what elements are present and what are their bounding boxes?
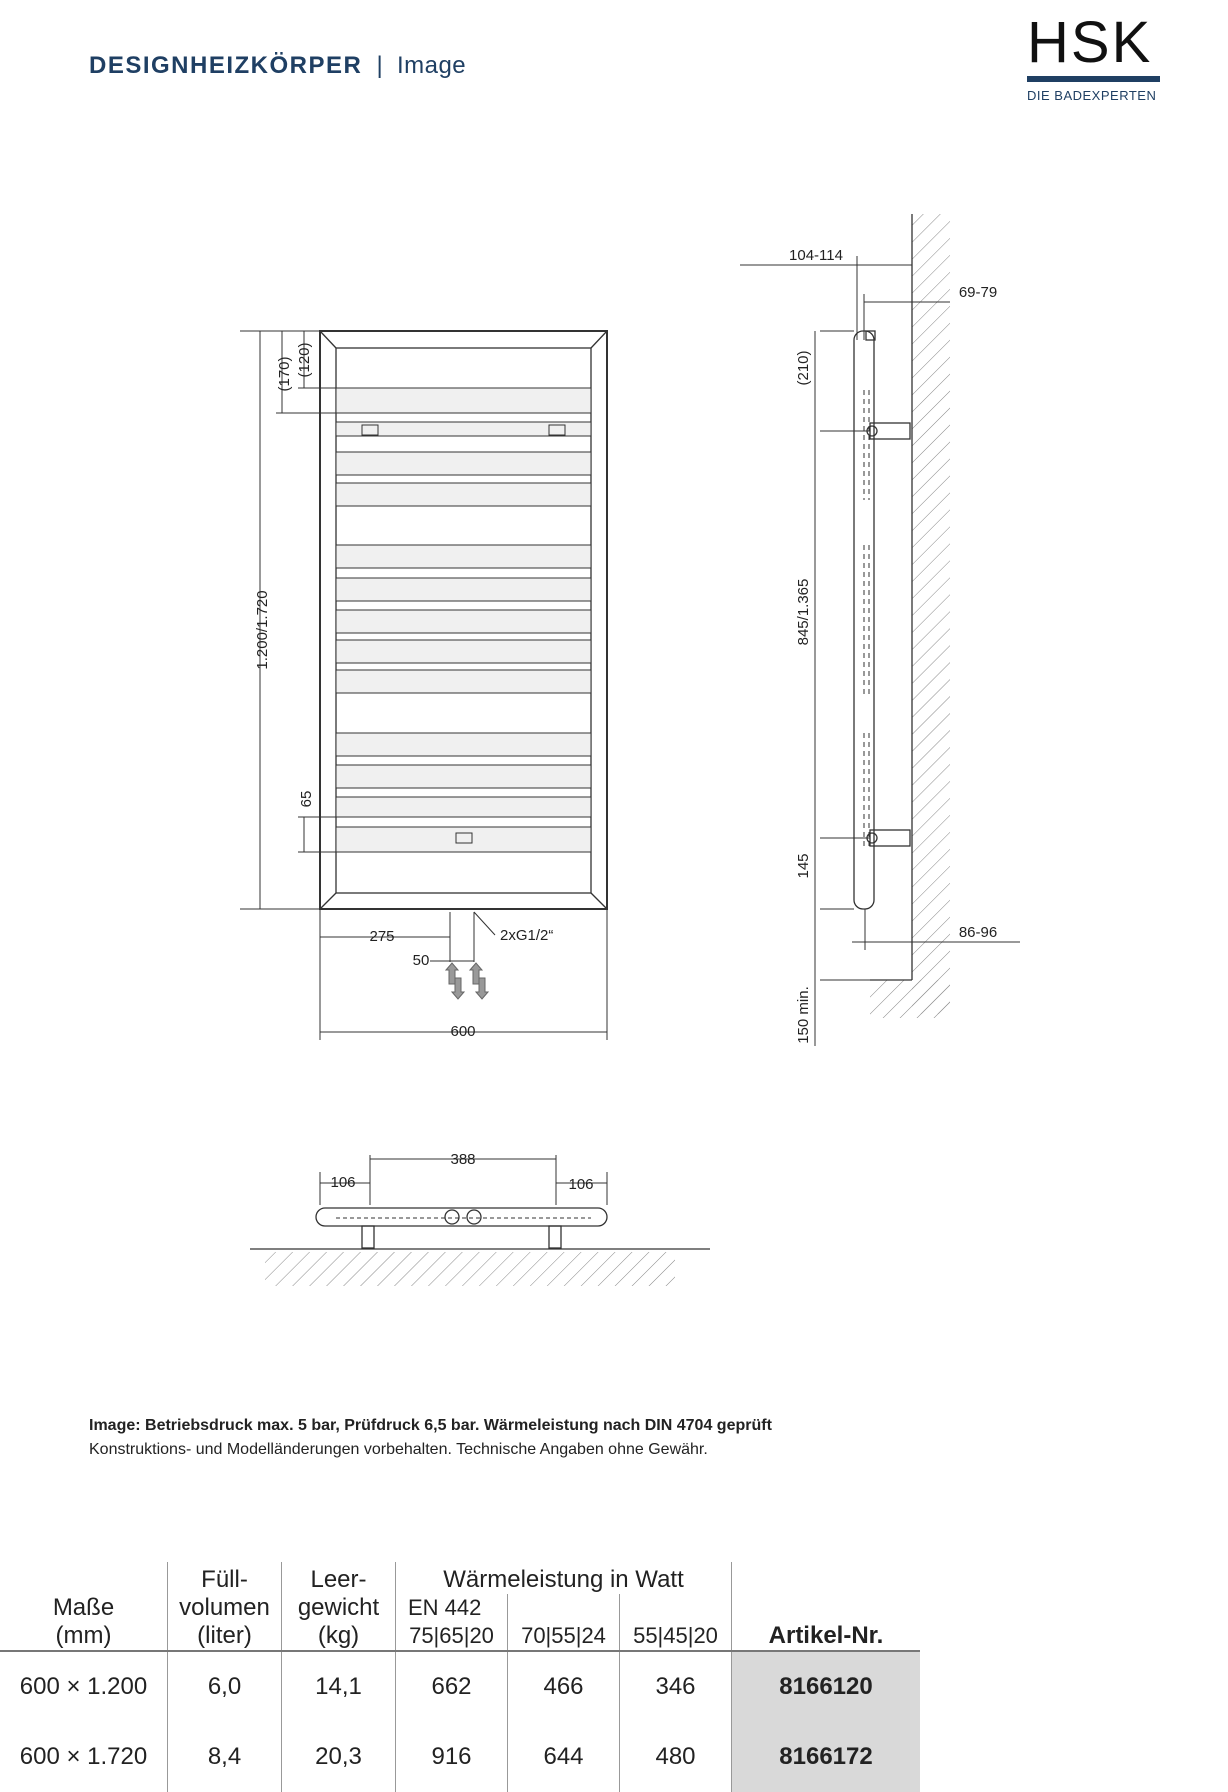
dim-845: 845/1.365 xyxy=(795,578,812,646)
header-t2: 70|55|24 xyxy=(508,1594,620,1651)
table-header-row-1 xyxy=(0,1562,920,1594)
top-view xyxy=(250,1155,710,1286)
header-leer-1: Leer- xyxy=(310,1566,367,1593)
header-fuell-2: volumen xyxy=(179,1594,270,1621)
cell-volumen: 6,0 xyxy=(168,1651,282,1722)
logo-tagline: DIE BADEXPERTEN xyxy=(1027,88,1157,103)
dim-275: 275 xyxy=(369,928,395,945)
cell-artikel: 8166120 xyxy=(732,1651,921,1722)
header-masse xyxy=(0,1562,168,1651)
cell-w2: 644 xyxy=(508,1722,620,1792)
dim-106-right: 106 xyxy=(568,1176,594,1193)
cell-w1: 916 xyxy=(396,1722,508,1792)
cell-volumen: 8,4 xyxy=(168,1722,282,1792)
dim-width: 600 xyxy=(450,1023,476,1040)
table-row xyxy=(0,1722,920,1792)
cell-w1: 662 xyxy=(396,1651,508,1722)
dim-height: 1.200/1.720 xyxy=(254,590,271,670)
dim-69-79: 69-79 xyxy=(958,284,998,301)
header-fuell-1: Füll- xyxy=(201,1566,248,1593)
header-masse-label: Maße xyxy=(52,1594,115,1621)
dim-150-min: 150 min. xyxy=(795,986,812,1044)
title-separator: | xyxy=(376,52,383,79)
cell-gewicht: 14,1 xyxy=(282,1651,396,1722)
header-leer-2: gewicht xyxy=(297,1594,380,1621)
side-view xyxy=(740,214,1020,1046)
header-leergewicht xyxy=(282,1562,396,1651)
table-row xyxy=(0,1651,920,1722)
note-disclaimer: Konstruktions- und Modelländerungen vorbehalten. Technische Angaben ohne Gewähr. xyxy=(89,1441,708,1458)
cell-w2: 466 xyxy=(508,1651,620,1722)
header-artikel: Artikel-Nr. xyxy=(732,1562,921,1651)
header-waermeleistung: Wärmeleistung in Watt xyxy=(396,1562,732,1594)
cell-gewicht: 20,3 xyxy=(282,1722,396,1792)
dim-388: 388 xyxy=(450,1151,476,1168)
side-view-labels xyxy=(789,247,997,1044)
logo-mark: HSK xyxy=(1027,10,1153,75)
cell-w3: 346 xyxy=(620,1651,732,1722)
dim-86-96: 86-96 xyxy=(958,924,998,941)
title-category: DESIGNHEIZKÖRPER xyxy=(89,52,363,79)
header-masse-unit: (mm) xyxy=(55,1622,112,1649)
title-product: Image xyxy=(396,52,467,79)
cell-w3: 480 xyxy=(620,1722,732,1792)
dim-106-left: 106 xyxy=(330,1174,356,1191)
technical-notes xyxy=(89,1414,772,1462)
dim-120: (120) xyxy=(296,342,313,378)
header-en442: EN 442 xyxy=(396,1594,508,1622)
dim-210: (210) xyxy=(795,350,812,386)
dim-104-114: 104-114 xyxy=(789,247,843,264)
dim-connection: 2xG1/2“ xyxy=(500,927,554,944)
header-fuell-unit: (liter) xyxy=(197,1622,252,1649)
header-t1: 75|65|20 xyxy=(396,1622,508,1651)
dim-65: 65 xyxy=(298,790,315,808)
specs-table xyxy=(0,1562,920,1792)
dim-145: 145 xyxy=(795,853,812,879)
header-leer-unit: (kg) xyxy=(317,1622,360,1649)
header-t3: 55|45|20 xyxy=(620,1594,732,1651)
dim-170: (170) xyxy=(276,356,293,392)
cell-masse: 600 × 1.720 xyxy=(19,1743,148,1770)
header-fuellvolumen xyxy=(168,1562,282,1651)
dim-50: 50 xyxy=(412,952,430,969)
cell-artikel: 8166172 xyxy=(732,1722,921,1792)
note-pressure: Image: Betriebsdruck max. 5 bar, Prüfdruck 6,5 bar. Wärmeleistung nach DIN 4704 geprüft xyxy=(89,1417,772,1434)
cell-masse: 600 × 1.200 xyxy=(0,1651,168,1722)
